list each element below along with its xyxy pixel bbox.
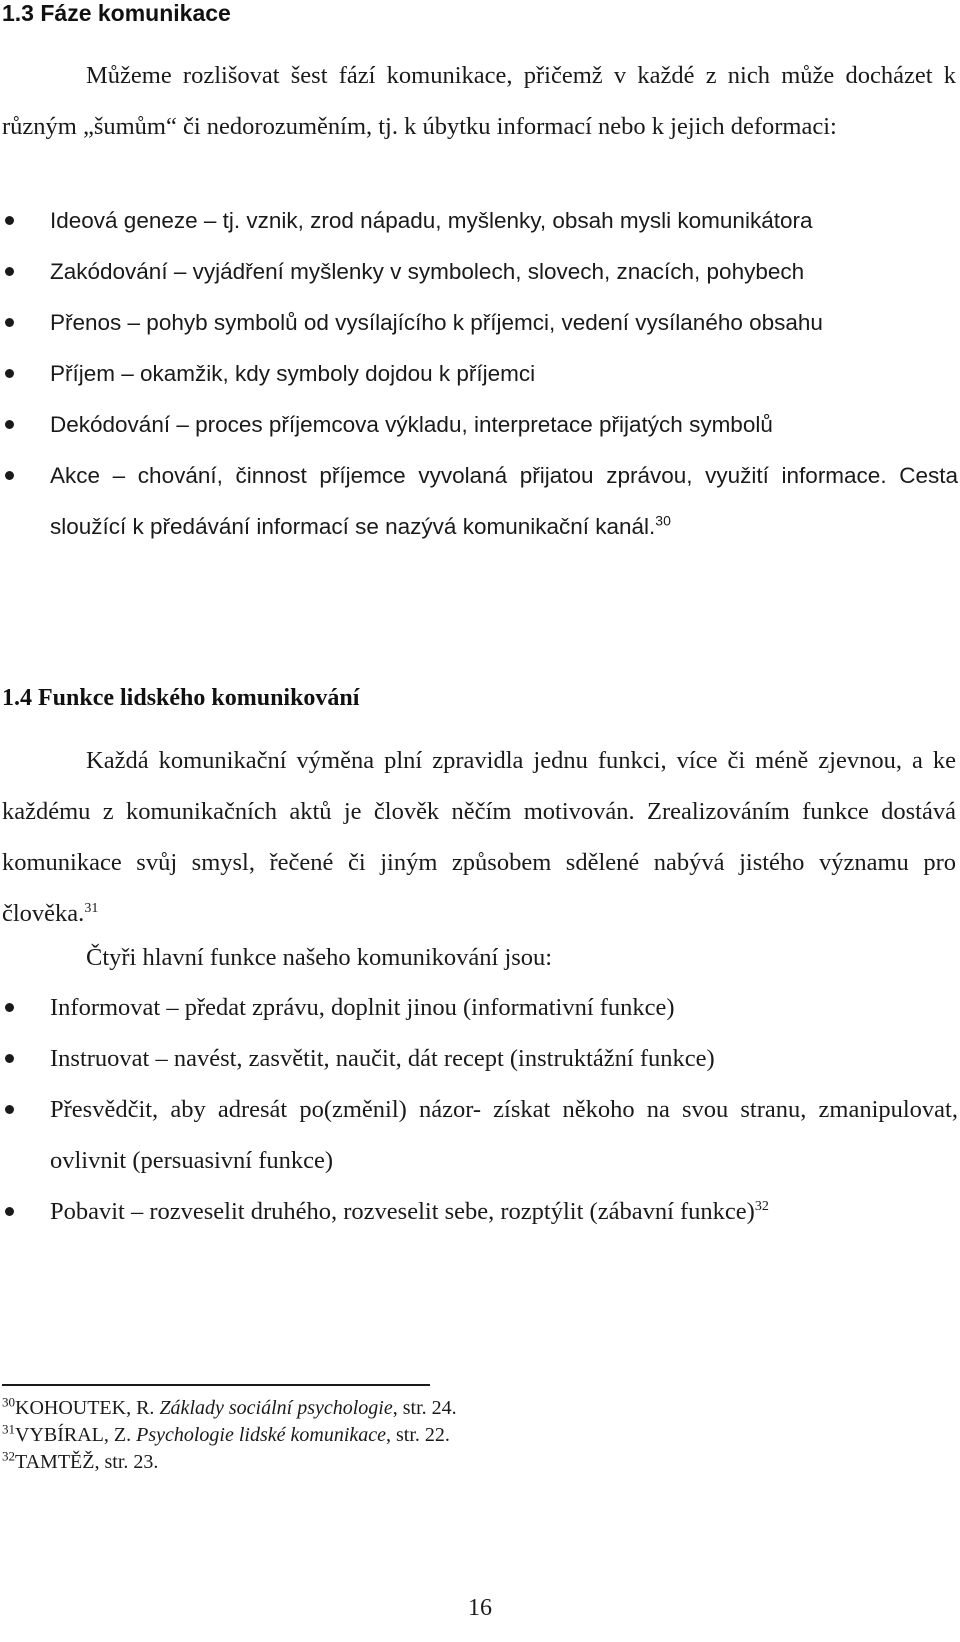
list-item: Instruovat – navést, zasvětit, naučit, dát recept (instruktážní funkce) [0,1033,958,1084]
list-item: Dekódování – proces příjemcova výkladu, interpretace přijatých symbolů [0,399,958,450]
bullet-icon [5,1207,14,1216]
bullet-icon [5,1105,14,1114]
list-item: Ideová geneze – tj. vznik, zrod nápadu, myšlenky, obsah mysli komunikátora [0,195,958,246]
section-heading-phases: 1.3 Fáze komunikace [2,0,231,26]
list-item: Informovat – předat zprávu, doplnit jinou (informativní funkce) [0,982,958,1033]
bullet-icon [5,420,14,429]
bullet-icon [5,267,14,276]
footnote-ref: 32 [754,1198,769,1214]
list-item: Přesvědčit, aby adresát po(změnil) názor- získat někoho na svou stranu, zmanipulovat, ovlivnit (persuasivní funkce) [0,1084,958,1186]
footnote: $^{30}$KOHOUTEK, R. Základy sociální psychologie, str. 24. [2,1394,457,1419]
bullet-icon [5,369,14,378]
bullet-icon [5,216,14,225]
footnote-ref: 31 [84,900,99,916]
list-item: Přenos – pohyb symbolů od vysílajícího k příjemci, vedení vysílaného obsahu [0,297,958,348]
functions-intro-paragraph: Každá komunikační výměna plní zpravidla jednu funkci, více či méně zjevnou, a ke každému z komunikačních aktů je člověk něčím motivován. Zrealizováním funkce dostává komunikace svůj smysl, řečené či jiným způsobem sdělené nabývá jistého významu pro člověka.$^{31}$ [2,747,956,927]
bullet-icon [5,1003,14,1012]
footnote: $^{31}$VYBÍRAL, Z. Psychologie lidské komunikace, str. 22. [2,1421,450,1446]
list-item: Pobavit – rozveselit druhého, rozveselit sebe, rozptýlit (zábavní funkce)$^{32}$ [0,1186,958,1237]
footnote-separator [2,1384,430,1386]
bullet-icon [5,1054,14,1063]
page-number: 16 [468,1595,492,1621]
bullet-icon [5,318,14,327]
list-item: Zakódování – vyjádření myšlenky v symbolech, slovech, znacích, pohybech [0,246,958,297]
list-item: Akce – chování, činnost příjemce vyvolaná přijatou zprávou, využití informace. Cesta sloužící k předávání informací se nazývá komunikační kanál.$^{30}$ [0,450,958,552]
footnote: $^{32}$TAMTĚŽ, str. 23. [2,1448,159,1473]
functions-lead-in: Čtyři hlavní funkce našeho komunikování jsou: [86,944,553,971]
functions-list [0,982,958,1237]
footnote-ref: 30 [655,512,671,529]
intro-paragraph: Můžeme rozlišovat šest fází komunikace, přičemž v každé z nich může docházet k různým „šumům“ či nedorozuměním, tj. k úbytku informací nebo k jejich deformaci: [2,62,956,140]
phases-list [0,195,958,552]
footnotes [2,1395,457,1476]
list-item: Příjem – okamžik, kdy symboly dojdou k příjemci [0,348,958,399]
bullet-icon [5,471,14,480]
section-heading-functions: 1.4 Funkce lidského komunikování [2,685,360,711]
